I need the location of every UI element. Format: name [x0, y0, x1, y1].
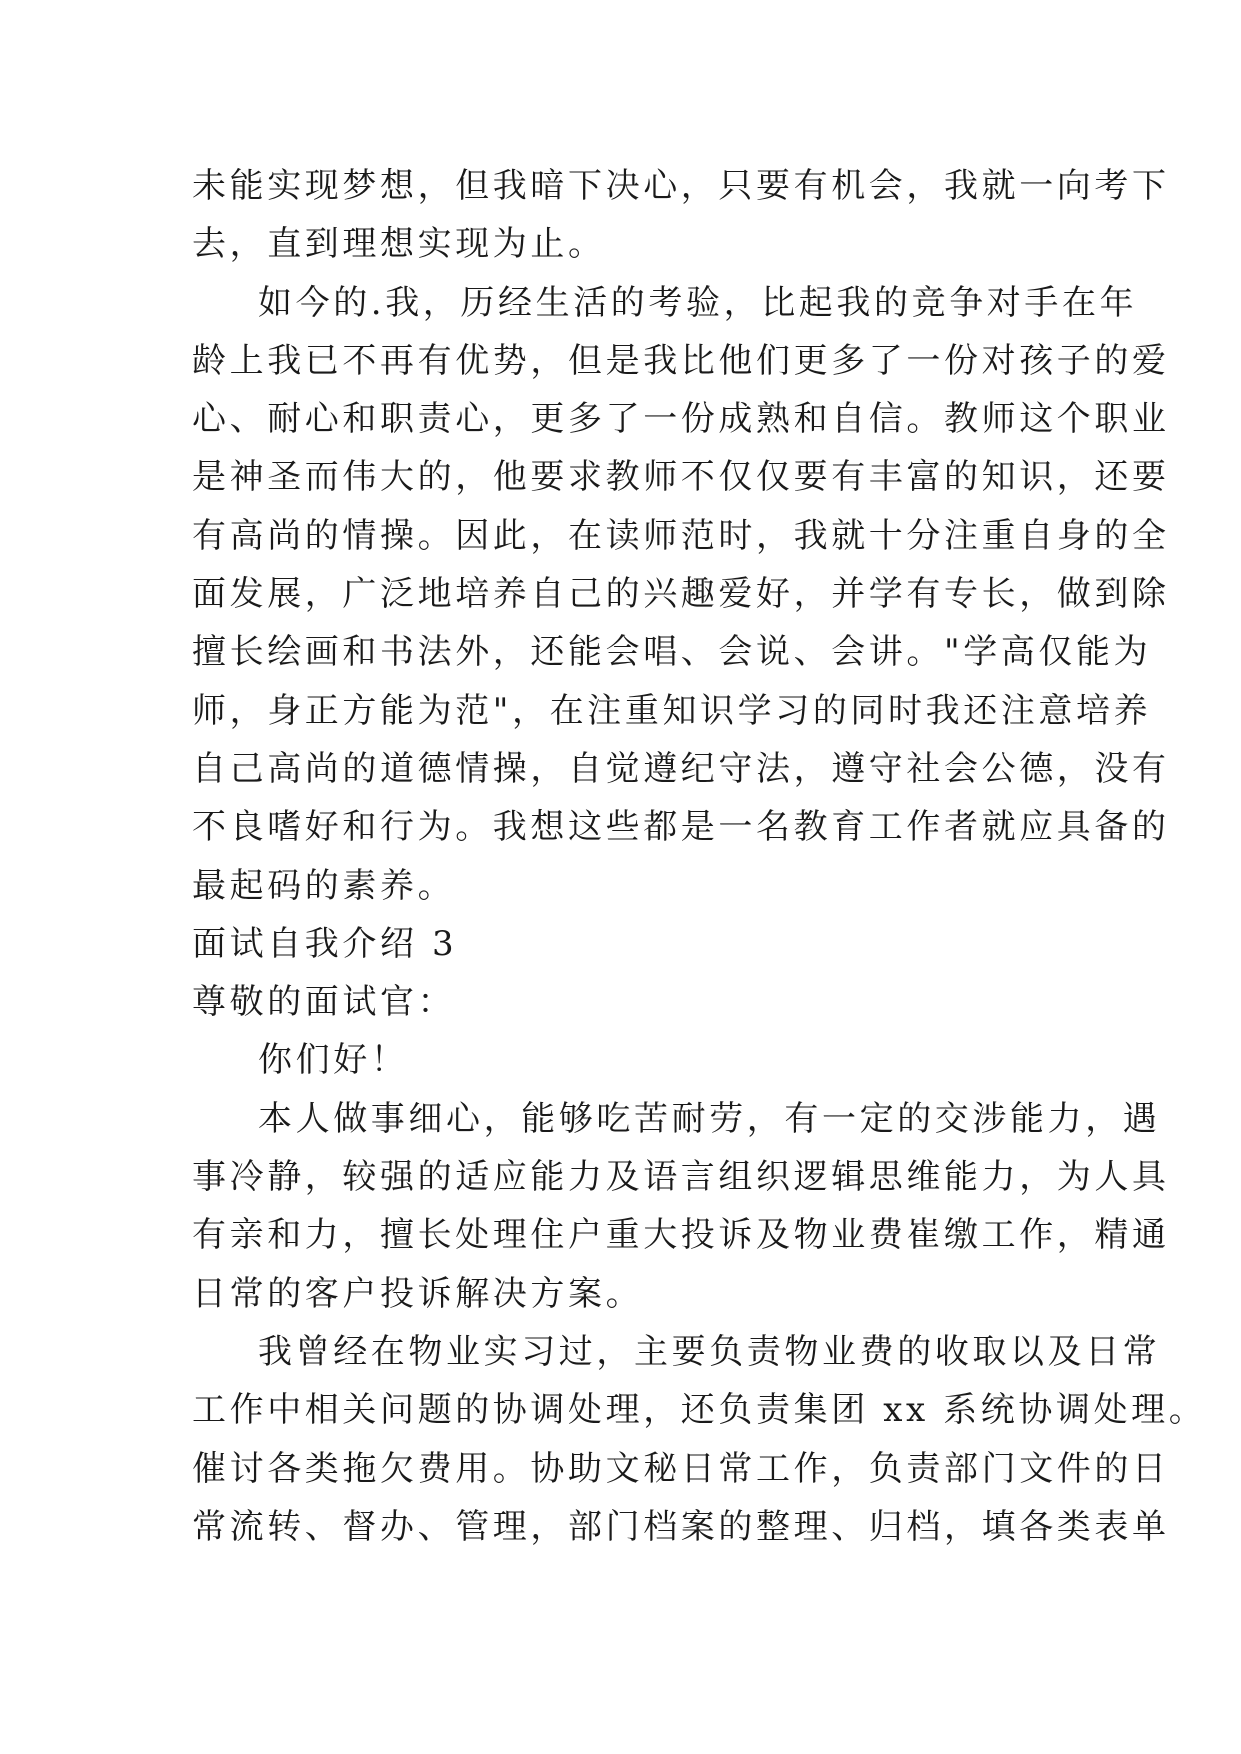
text-line: 去，直到理想实现为止。 [192, 224, 606, 265]
text-line: 是神圣而伟大的，他要求教师不仅仅要有丰富的知识，还要 [192, 457, 1170, 498]
text-line: 本人做事细心，能够吃苦耐劳，有一定的交涉能力，遇 [258, 1098, 1161, 1139]
text-line: 面试自我介绍 3 [192, 923, 458, 964]
text-line: 未能实现梦想，但我暗下决心，只要有机会，我就一向考下 [192, 166, 1170, 206]
text-line: 催讨各类拖欠费用。协助文秘日常工作，负责部门文件的日 [192, 1448, 1170, 1489]
text-line: 有高尚的情操。因此，在读师范时，我就十分注重自身的全 [192, 515, 1170, 556]
text-line: 龄上我已不再有优势，但是我比他们更多了一份对孩子的爱 [192, 340, 1170, 381]
document-body [192, 157, 1207, 1556]
text-line: 有亲和力，擅长处理住户重大投诉及物业费崔缴工作，精通 [192, 1215, 1170, 1256]
text-line: 日常的客户投诉解决方案。 [192, 1273, 644, 1314]
text-line: 你们好！ [258, 1040, 409, 1081]
text-line: 事冷静，较强的适应能力及语言组织逻辑思维能力，为人具 [192, 1157, 1170, 1198]
text-line: 尊敬的面试官： [192, 982, 456, 1023]
text-line: 常流转、督办、管理，部门档案的整理、归档，填各类表单 [192, 1506, 1170, 1547]
text-line: 自己高尚的道德情操，自觉遵纪守法，遵守社会公德，没有 [192, 748, 1170, 789]
text-line: 师，身正方能为范"，在注重知识学习的同时我还注意培养 [192, 690, 1152, 731]
text-line: 如今的.我，历经生活的考验，比起我的竞争对手在年 [258, 282, 1138, 323]
text-line: 擅长绘画和书法外，还能会唱、会说、会讲。"学高仅能为 [192, 632, 1152, 673]
text-line: 心、耐心和职责心，更多了一份成熟和自信。教师这个职业 [192, 399, 1170, 440]
text-line: 不良嗜好和行为。我想这些都是一名教育工作者就应具备的 [192, 807, 1170, 848]
text-line: 面发展，广泛地培养自己的兴趣爱好，并学有专长，做到除 [192, 574, 1170, 615]
text-line: 工作中相关问题的协调处理，还负责集团 xx 系统协调处理。 [192, 1390, 1207, 1431]
text-line: 我曾经在物业实习过，主要负责物业费的收取以及日常 [258, 1331, 1161, 1372]
text-line: 最起码的素养。 [192, 865, 456, 906]
